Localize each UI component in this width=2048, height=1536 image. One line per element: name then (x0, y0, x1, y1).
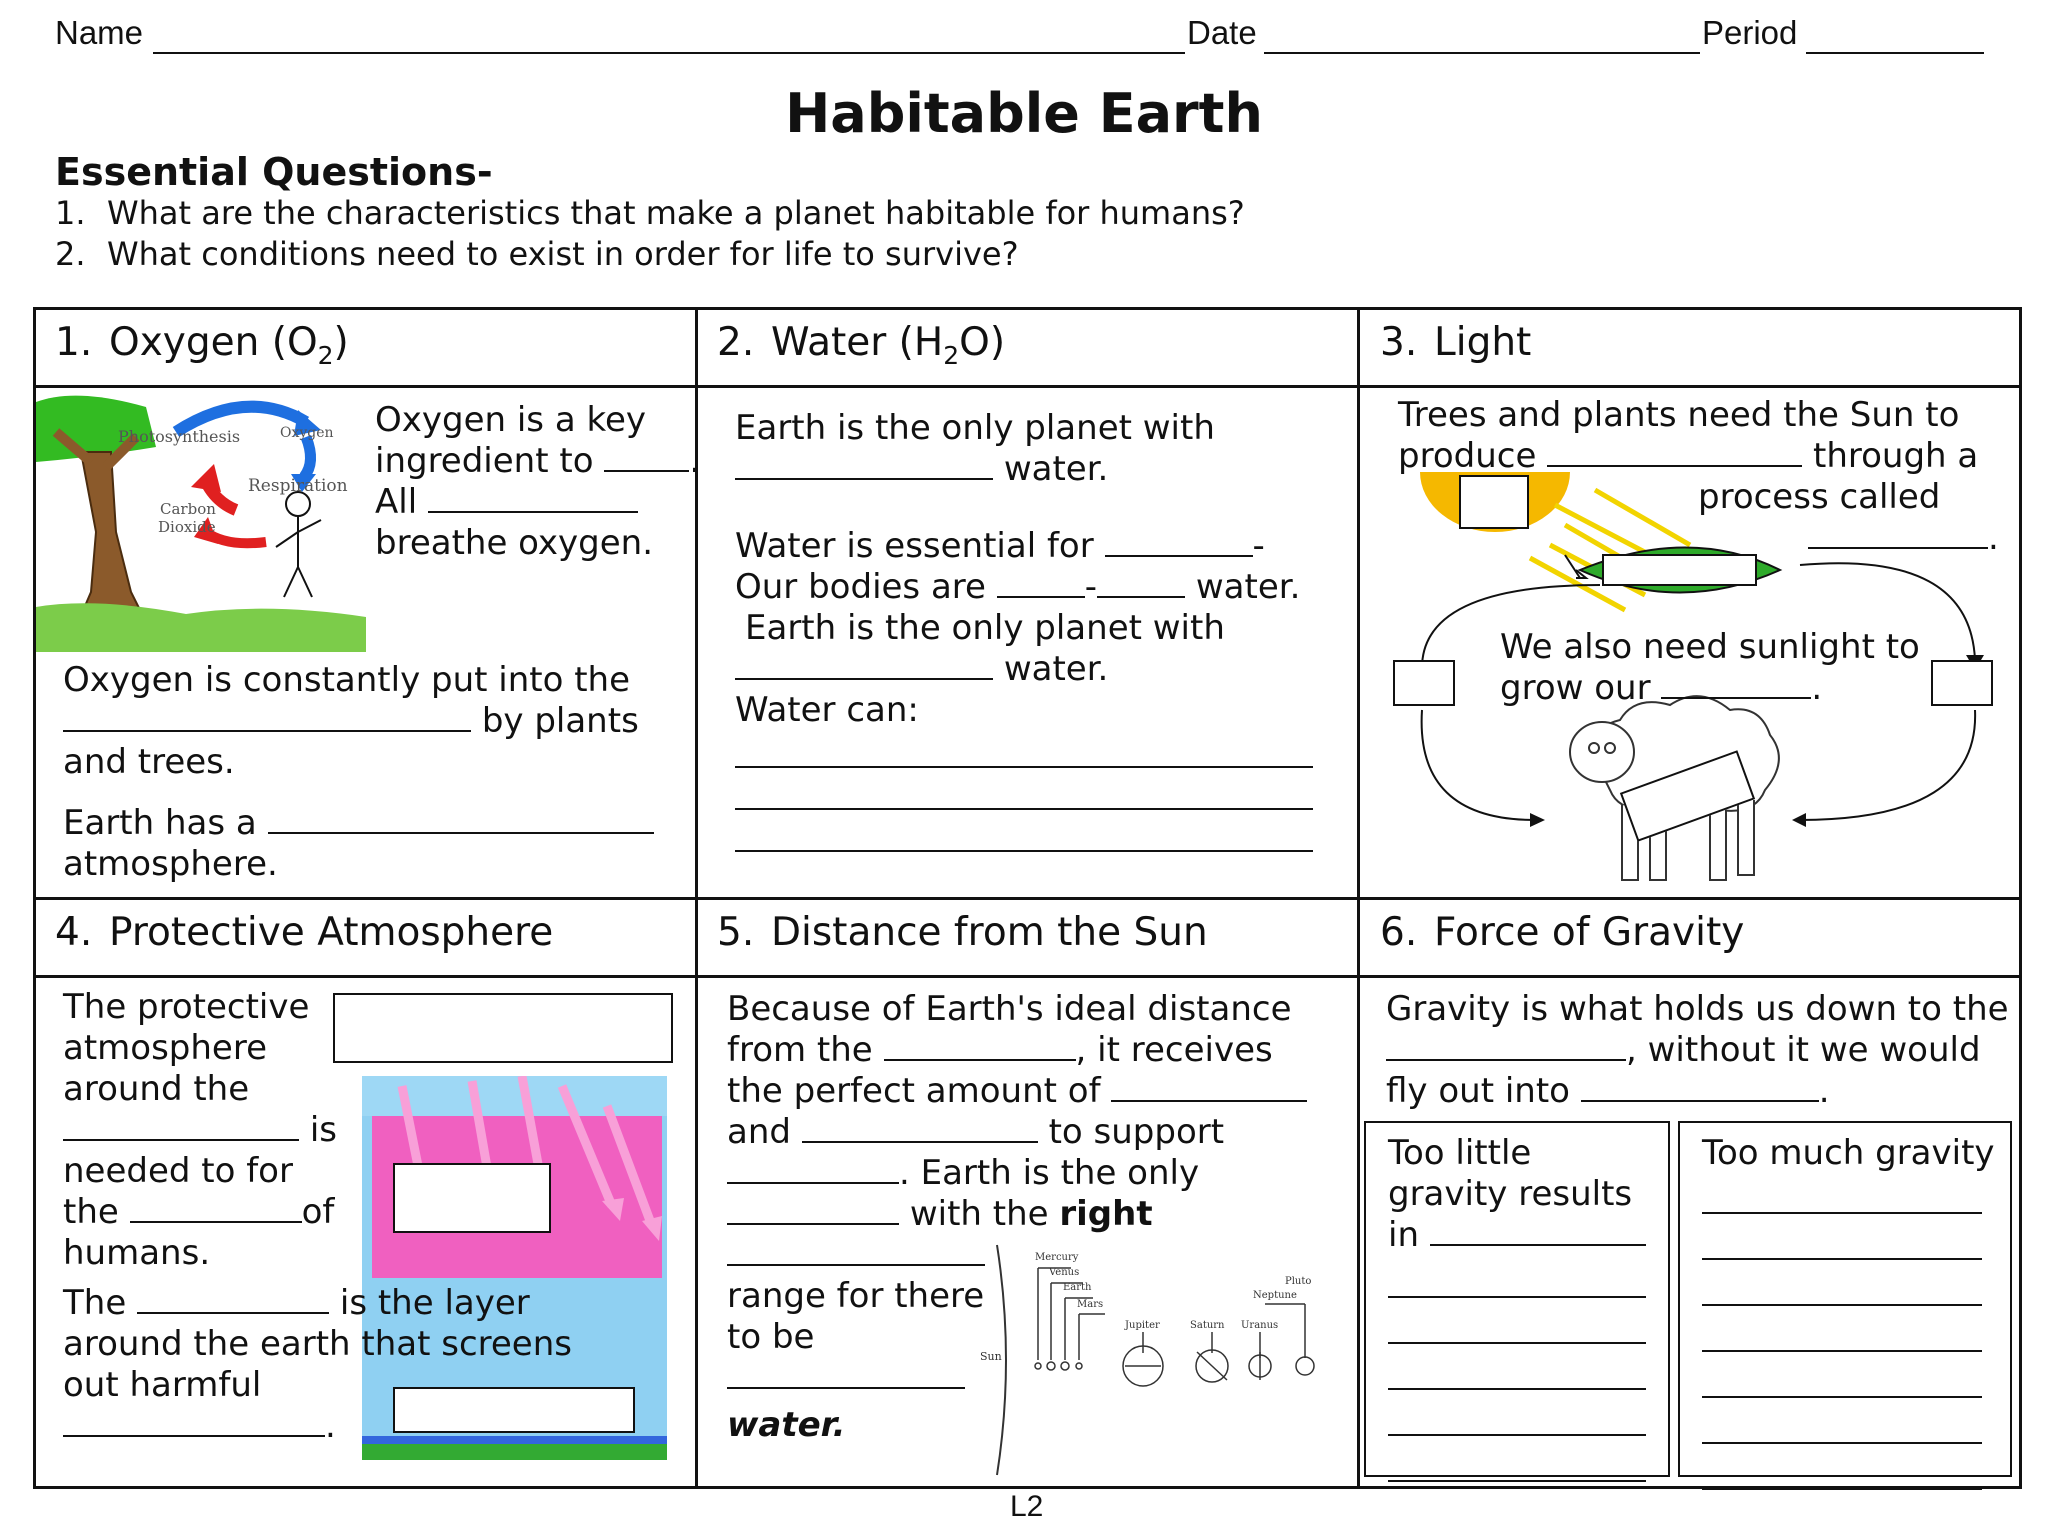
date-field[interactable] (1264, 52, 1700, 54)
water-blank-3[interactable] (997, 568, 1085, 598)
water-blank-1[interactable] (735, 450, 993, 480)
water-can-lines[interactable] (735, 742, 1313, 852)
light-text-6: grow our . (1500, 668, 1823, 708)
gravity-text-2: , without it we would (1386, 1030, 1981, 1071)
svg-text:Photosynthesis: Photosynthesis (118, 427, 241, 446)
essential-question-1: 1. What are the characteristics that make a planet habitable for humans? (55, 194, 1245, 232)
light-blank-2[interactable] (1808, 519, 1988, 549)
distance-text-11: water. (727, 1405, 846, 1445)
oxygen-text-8: Earth has a (63, 803, 654, 844)
light-text-4: . (1808, 518, 1999, 559)
light-text-2: produce through a (1398, 436, 1979, 476)
oxygen-blank-2[interactable] (428, 483, 638, 513)
essential-questions-heading: Essential Questions- (55, 150, 493, 194)
name-label: Name (55, 14, 144, 51)
section-water-title: 2. Water $(H_2O)$ (717, 320, 1006, 370)
too-little-lines[interactable] (1388, 1260, 1646, 1482)
distance-text-5: . Earth is the only (727, 1153, 1199, 1194)
page-footer-label: L2 (1010, 1490, 1044, 1523)
solar-system-diagram (975, 1240, 1345, 1480)
gravity-text-3: fly out into . (1386, 1071, 1830, 1111)
atmosphere-blank-2[interactable] (130, 1193, 302, 1223)
oxygen-text-1: Oxygen is a key (375, 400, 646, 440)
gravity-blank-2[interactable] (1581, 1072, 1819, 1102)
atmosphere-text-5: needed to for (63, 1151, 293, 1191)
svg-text:Earth: Earth (1063, 1282, 1092, 1293)
svg-text:Oxygen: Oxygen (280, 425, 334, 441)
gravity-blank-1[interactable] (1386, 1031, 1626, 1061)
svg-text:Jupiter: Jupiter (1125, 1320, 1160, 1331)
atmosphere-text-4: is (63, 1110, 337, 1151)
distance-text-7 (727, 1235, 985, 1276)
oxygen-text-4: breathe oxygen. (375, 523, 654, 563)
distance-text-2: from the , it receives (727, 1030, 1273, 1070)
oxygen-text-5: Oxygen is constantly put into the (63, 660, 631, 700)
light-sun-box[interactable] (1459, 475, 1529, 529)
atmosphere-text-8: The is the layer (63, 1283, 530, 1323)
svg-text:Carbon: Carbon (160, 500, 216, 518)
section-distance-title: 5. Distance from the Sun (717, 910, 1208, 955)
atmosphere-text-9: around the earth that screens (63, 1324, 572, 1364)
light-blank-1[interactable] (1547, 437, 1802, 467)
period-label: Period (1702, 14, 1798, 51)
grid-middle-line (33, 897, 2022, 900)
distance-blank-4[interactable] (727, 1154, 899, 1184)
svg-text:Mars: Mars (1077, 1299, 1104, 1310)
distance-blank-3[interactable] (802, 1113, 1038, 1143)
light-leaf-box[interactable] (1602, 554, 1757, 586)
water-text-4: Our bodies are - water. (735, 567, 1301, 607)
section-light-title: 3. Light (1380, 320, 1532, 365)
atmosphere-box-2[interactable] (393, 1163, 551, 1233)
water-text-5: Earth is the only planet with (745, 608, 1225, 648)
oxygen-text-7: and trees. (63, 742, 235, 782)
gravity-text-1: Gravity is what holds us down to the (1386, 989, 2009, 1029)
neptune-icon (1296, 1357, 1314, 1375)
distance-text-6: with the right (727, 1194, 1153, 1235)
svg-text:Mercury: Mercury (1035, 1252, 1079, 1263)
atmosphere-text-6: the of (63, 1192, 335, 1232)
water-blank-2[interactable] (1105, 527, 1253, 557)
svg-text:Uranus: Uranus (1241, 1320, 1279, 1331)
page-title: Habitable Earth (785, 82, 1263, 145)
light-blank-3[interactable] (1661, 669, 1811, 699)
too-little-text-2: gravity results (1388, 1174, 1633, 1214)
atmosphere-box-1[interactable] (333, 993, 673, 1063)
light-text-3: process called (1698, 477, 1941, 517)
name-field[interactable] (153, 52, 1185, 54)
oxygen-text-9: atmosphere. (63, 844, 278, 884)
too-much-lines[interactable] (1702, 1176, 1982, 1490)
light-right-box[interactable] (1931, 660, 1993, 706)
grid-col-divider-1 (695, 307, 698, 1489)
oxygen-blank-3[interactable] (63, 702, 471, 732)
section-oxygen-title: 1. Oxygen $(O_2)$ (55, 320, 349, 370)
oxygen-blank-4[interactable] (268, 804, 654, 834)
distance-blank-2[interactable] (1111, 1072, 1307, 1102)
atmosphere-text-10: out harmful (63, 1365, 262, 1405)
distance-text-3: the perfect amount of (727, 1071, 1307, 1112)
distance-text-9: to be (727, 1317, 815, 1357)
atmosphere-blank-3[interactable] (137, 1284, 329, 1314)
distance-blank-6[interactable] (727, 1236, 985, 1266)
oxygen-text-6: by plants (63, 701, 639, 742)
atmosphere-blank-4[interactable] (63, 1407, 325, 1437)
grid-border-top (33, 307, 2022, 310)
atmosphere-blank-1[interactable] (63, 1111, 299, 1141)
grid-border-right (2019, 307, 2022, 1489)
atmosphere-box-3[interactable] (393, 1387, 635, 1433)
svg-text:Respiration: Respiration (248, 476, 348, 496)
too-much-text-1: Too much gravity (1702, 1133, 1995, 1173)
light-left-box[interactable] (1393, 660, 1455, 706)
svg-text:Pluto: Pluto (1285, 1276, 1312, 1287)
svg-text:Neptune: Neptune (1253, 1290, 1297, 1301)
oxygen-text-2: ingredient to . (375, 441, 701, 481)
light-text-5: We also need sunlight to (1500, 627, 1920, 667)
distance-text-10 (727, 1358, 965, 1399)
distance-text-4: and to support (727, 1112, 1225, 1152)
water-text-7: Water can: (735, 690, 919, 730)
svg-text:Saturn: Saturn (1190, 1320, 1225, 1331)
atmosphere-text-11: . (63, 1406, 336, 1447)
atmosphere-text-3: around the (63, 1069, 250, 1109)
oxygen-cycle-diagram (36, 392, 366, 652)
atmosphere-text-1: The protective (63, 987, 310, 1027)
section-atmosphere-title: 4. Protective Atmosphere (55, 910, 554, 955)
date-label: Date (1187, 14, 1257, 51)
water-blank-4[interactable] (1097, 568, 1185, 598)
grid-row1-header-line (33, 385, 2022, 388)
water-text-3: Water is essential for - (735, 526, 1265, 566)
oxygen-blank-1[interactable] (604, 442, 689, 472)
distance-blank-5[interactable] (727, 1195, 899, 1225)
period-field[interactable] (1806, 52, 1984, 54)
svg-text:Sun: Sun (980, 1350, 1002, 1363)
too-little-text-3: in (1388, 1215, 1646, 1256)
distance-blank-1[interactable] (884, 1031, 1076, 1061)
atmosphere-text-7: humans. (63, 1233, 211, 1273)
distance-text-1: Because of Earth's ideal distance (727, 989, 1292, 1029)
oxygen-text-3: All (375, 482, 638, 523)
light-text-1: Trees and plants need the Sun to (1398, 395, 1960, 435)
essential-question-2: 2. What conditions need to exist in order for life to survive? (55, 235, 1019, 273)
grid-row2-header-line (33, 975, 2022, 978)
water-text-6: water. (735, 649, 1108, 690)
distance-text-8: range for there (727, 1276, 985, 1316)
water-blank-5[interactable] (735, 650, 993, 680)
too-little-blank-1[interactable] (1430, 1216, 1646, 1246)
section-gravity-title: 6. Force of Gravity (1380, 910, 1745, 955)
svg-text:Venus: Venus (1049, 1267, 1080, 1278)
svg-text:Dioxide: Dioxide (158, 518, 216, 536)
too-little-text-1: Too little (1388, 1133, 1532, 1173)
water-text-1: Earth is the only planet with (735, 408, 1215, 448)
atmosphere-text-2: atmosphere (63, 1028, 267, 1068)
water-text-2: water. (735, 449, 1108, 490)
distance-blank-7[interactable] (727, 1359, 965, 1389)
